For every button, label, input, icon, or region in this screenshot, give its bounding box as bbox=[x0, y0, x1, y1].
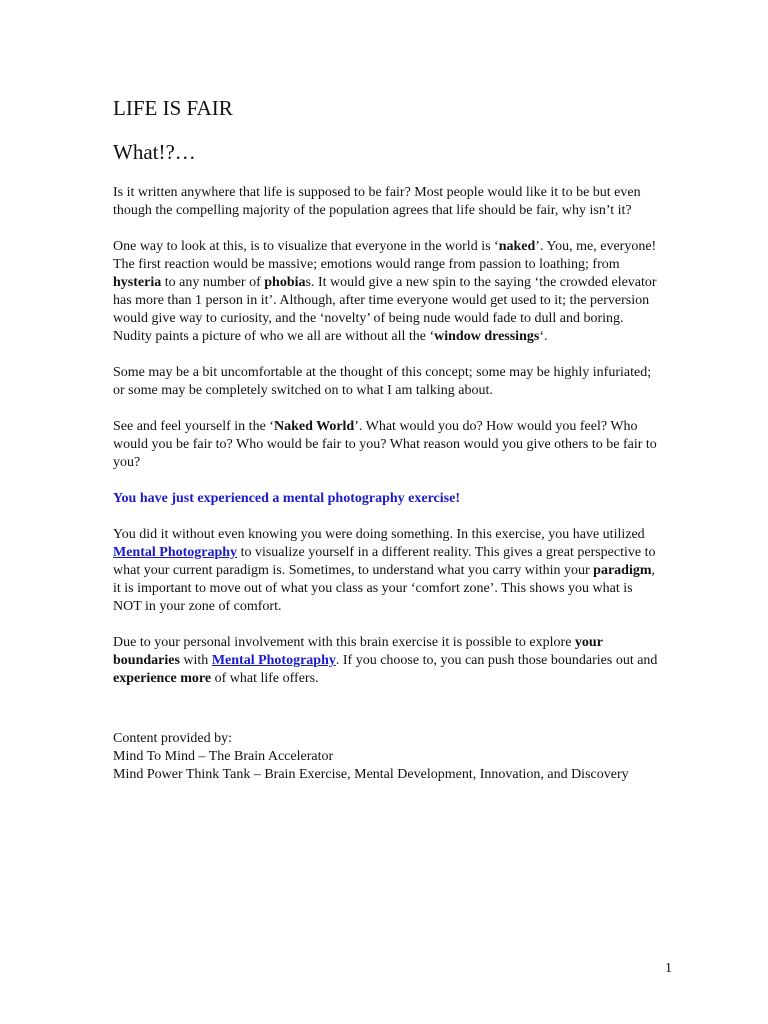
highlight-heading: You have just experienced a mental photography exercise! bbox=[113, 491, 460, 506]
paragraph-intro: Is it written anywhere that life is supposed to be fair? Most people would like it to be but even though the compelling majority of the population agrees that life should be fair, why isn’t it? bbox=[113, 185, 641, 218]
text-run: ’. You, me, everyone! The first reaction would be massive; emotions would range from passion to loathing; from bbox=[113, 239, 657, 272]
bold-hysteria: hysteria bbox=[113, 275, 162, 290]
paragraph-uncomfortable: Some may be a bit uncomfortable at the thought of this concept; some may be highly infuriated; or some may be completely switched on to what I am talking about. bbox=[113, 365, 652, 398]
text-run: You did it without even knowing you were doing something. In this exercise, you have utilized bbox=[113, 527, 645, 542]
text-run: One way to look at this, is to visualize that everyone in the world is ‘ bbox=[113, 239, 499, 254]
mental-photography-link[interactable]: Mental Photography bbox=[113, 545, 238, 560]
mental-photography-link[interactable]: Mental Photography bbox=[211, 653, 336, 668]
text-run: See and feel yourself in the ‘ bbox=[113, 419, 274, 434]
text-run: , it is important to move out of what you class as your ‘comfort zone’. This shows you what is NOT in your zone of comfort. bbox=[113, 563, 656, 614]
credits-line: Mind To Mind – The Brain Accelerator bbox=[113, 749, 334, 764]
text-run: to visualize yourself in a different reality. This gives a great perspective to what your current paradigm is. Sometimes, to understand what you carry within your bbox=[113, 545, 656, 578]
paragraph-boundaries bbox=[113, 634, 663, 688]
page-subtitle: What!?… bbox=[113, 140, 196, 164]
paragraph-naked-world bbox=[113, 418, 663, 472]
bold-your-boundaries: your boundaries bbox=[113, 635, 603, 668]
bold-naked-world: Naked World bbox=[273, 419, 355, 434]
text-run: with bbox=[179, 653, 212, 668]
bold-naked: naked bbox=[498, 239, 536, 254]
text-run: . If you choose to, you can push those boundaries out and bbox=[335, 653, 658, 668]
page-number: 1 bbox=[665, 961, 672, 976]
bold-paradigm: paradigm bbox=[593, 563, 652, 578]
document-body bbox=[113, 94, 663, 784]
bold-experience-more: experience more bbox=[113, 671, 212, 686]
bold-window-dressings: window dressings bbox=[434, 329, 540, 344]
credits-block bbox=[113, 730, 663, 784]
bold-phobia: phobia bbox=[264, 275, 306, 290]
paragraph-exercise bbox=[113, 526, 663, 616]
text-run: Due to your personal involvement with this brain exercise it is possible to explore bbox=[113, 635, 575, 650]
text-run: ’. What would you do? How would you feel? Who would you be fair to? Who would be fair to you? What reason would you give others to be fair to you? bbox=[113, 419, 657, 470]
text-run: to any number of bbox=[161, 275, 265, 290]
text-run: s. It would give a new spin to the saying ‘the crowded elevator has more than 1 person in it’. Although, after time everyone would get used to it; the perversion would give way to curiosity, and the ‘novelty’ of being nude would fade to dull and boring. Nudity paints a picture of who we all are without all the ‘ bbox=[113, 275, 657, 344]
text-run: of what life offers. bbox=[211, 671, 319, 686]
text-run: ‘. bbox=[539, 329, 548, 344]
paragraph-naked bbox=[113, 238, 663, 346]
page-title: LIFE IS FAIR bbox=[113, 96, 233, 120]
credits-line: Mind Power Think Tank – Brain Exercise, Mental Development, Innovation, and Discovery bbox=[113, 767, 629, 782]
credits-line: Content provided by: bbox=[113, 731, 232, 746]
